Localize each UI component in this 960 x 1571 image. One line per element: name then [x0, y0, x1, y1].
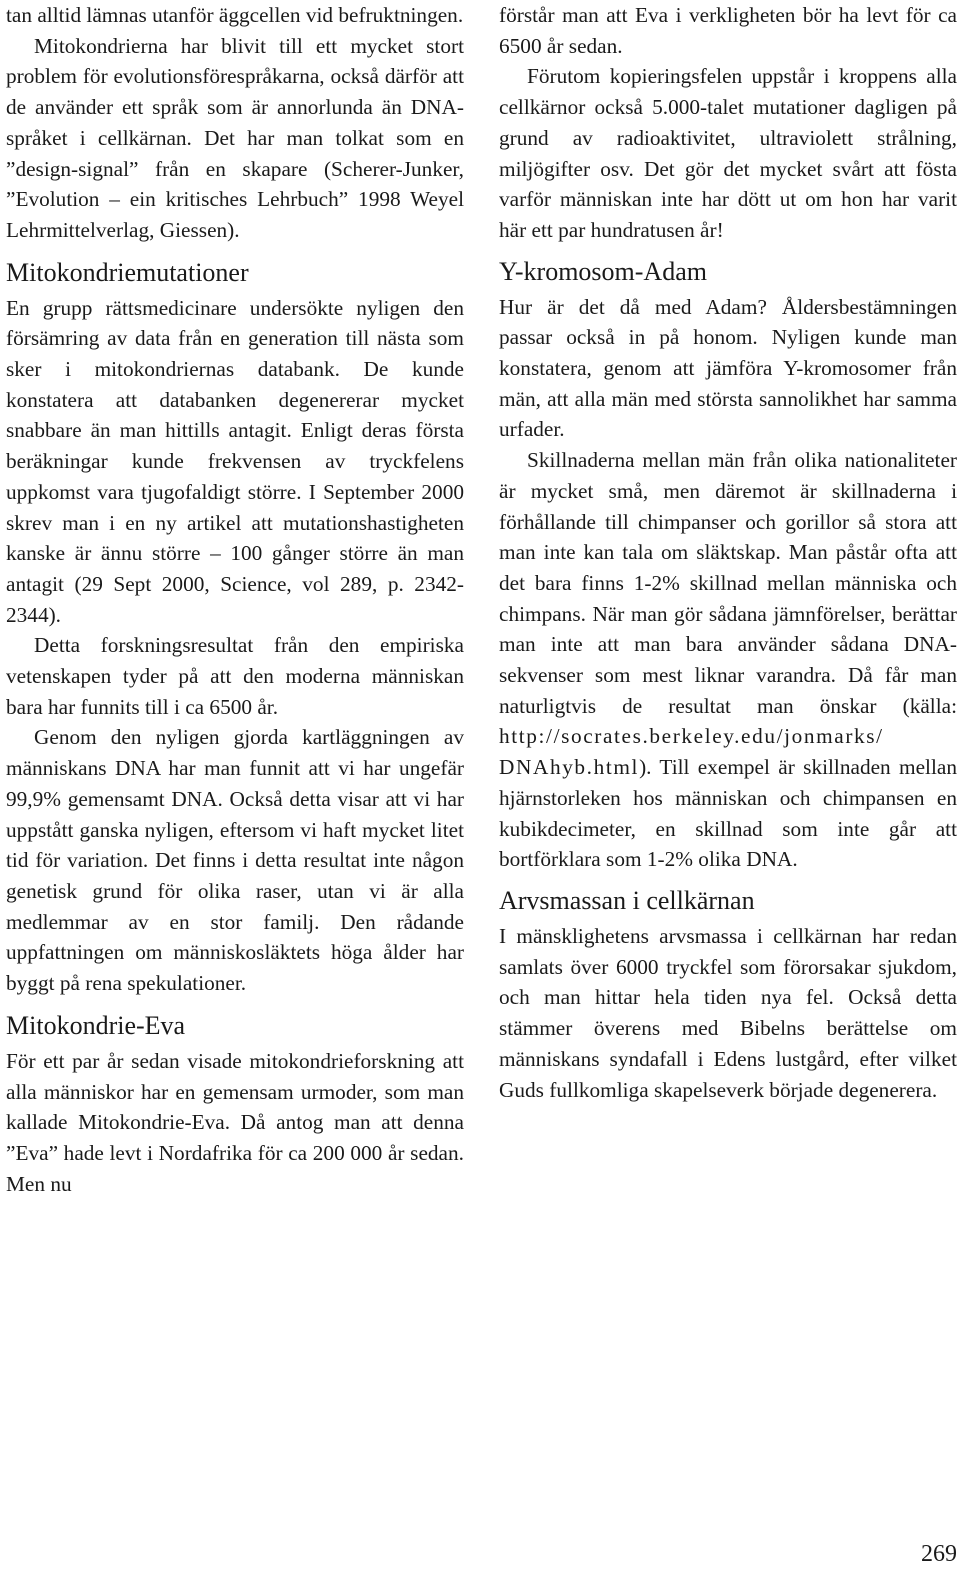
paragraph-adam: Hur är det då med Adam? Åldersbestämningen passar också in på honom. Nyligen kunde man konstatera, genom att jämföra Y-kromosomer från män, att alla män med största sannolikhet har samma urfader.: [499, 294, 957, 442]
paragraph-mutation-rate: En grupp rättsmedicinare undersökte nyligen den försämring av data från en generation till nästa som sker i mitokondriernas databank. De kunde konstatera att databanken degenererar mycket snabbare än man hittills antagit. Enligt deras första beräkningar kunde frekvensen av tryckfelens uppkomst vara tjugofaldigt större. I September 2000 skrev man i en ny artikel att mutationshastigheten kanske är ännu större – 100 gånger större än man antagit (29 Sept 2000, Science, vol 289, p. 2342-2344).: [6, 295, 464, 627]
heading-mitochondria-mutations: Mitokondriemutationer: [6, 257, 249, 287]
right-column: [499, 0, 957, 1105]
paragraph-common-dna: Genom den nyligen gjorda kartläggningen av människans DNA har man funnit att vi har ungefär 99,9% gemensamt DNA. Också detta visar att vi har uppstått ganska nyligen, eftersom vi haft mycket litet tid för variation. Det finns i detta resultat inte någon genetisk grund för olika raser, utan vi är alla medlemmar av en stor familj. Den rådande uppfattningen om människosläktets höga ålder har byggt på rena spekulationer.: [6, 725, 464, 996]
paragraph-chimpanzee-differences: [499, 445, 957, 875]
paragraph-fertilization: tan alltid lämnas utanför äggcellen vid befruktningen.: [6, 3, 464, 27]
chimp-text-start: Skillnaderna mellan män från olika nationaliteter är mycket små, men däremot är skillnaderna i förhållande till chimpanser och gorillor så stora att man inte kan tala om släktskap. Man påstår ofta att det bara finns 1-2% skillnad mellan människa och chimpans. När man gör sådana jämnförelser, berättar man inte att man bara använder sådana DNA-sekvenser som mest liknar varandra. Då får man naturligtvis de resultat man önskar (källa:: [499, 448, 957, 718]
paragraph-eve-continued: förstår man att Eva i verkligheten bör ha levt för ca 6500 år sedan.: [499, 3, 957, 58]
left-column: [6, 0, 464, 1199]
heading-mitochondrial-eve: Mitokondrie-Eva: [6, 1010, 186, 1040]
heading-y-chromosome-adam: Y-kromosom-Adam: [499, 256, 707, 286]
paragraph-genome-errors: I mänsklighetens arvsmassa i cellkärnan har redan samlats över 6000 tryckfel som förorsakar sjukdom, och man hittar hela tiden nya fel. Också detta stämmer överens med Bibelns berättelse om människans syndafall i Edens lustgård, efter vilket Guds fullkomliga skapelseverk började degenerera.: [499, 923, 957, 1102]
paragraph-eve: För ett par år sedan visade mitokondrieforskning att alla människor har en gemensam urmoder, som man kallade Mitokondrie-Eva. Då antog man att denna ”Eva” hade levt i Nordafrika för ca 200 000 år sedan. Men nu: [6, 1048, 464, 1196]
paragraph-design-signal: Mitokondrierna har blivit till ett mycket stort problem för evolutionsförespråkarna, också därför att de använder ett språk som är annorlunda än DNA-språket i cellkärnan. Det har man tolkat som en ”design-signal” från en skapare (Scherer-Junker, ”Evolution – ein kritisches Lehrbuch” 1998 Weyel Lehrmittelverlag, Giessen).: [6, 33, 464, 242]
page-number: 269: [921, 1541, 957, 1567]
paragraph-6500-years: Detta forskningsresultat från den empiriska vetenskapen tyder på att den moderna människan bara har funnits till i ca 6500 år.: [6, 633, 464, 719]
chimp-text-end: ). Till exempel är skillnaden mellan hjärnstorleken hos människan och chimpansen en kubikdecimeter, en skillnad som inte går att bortförklara som 1-2% olika DNA.: [499, 755, 957, 872]
source-url: http://socrates.berkeley.edu/jonmarks/ DNAhyb.html: [499, 724, 884, 780]
paragraph-copy-errors: Förutom kopieringsfelen uppstår i kroppens alla cellkärnor också 5.000-talet mutationer dagligen på grund av radioaktivitet, ultraviolett strålning, miljögifter osv. Det gör det mycket svårt att fösta varför människan inte har dött ut om hon har varit här ett par hundratusen år!: [499, 64, 957, 242]
heading-genome-nucleus: Arvsmassan i cellkärnan: [499, 885, 755, 915]
